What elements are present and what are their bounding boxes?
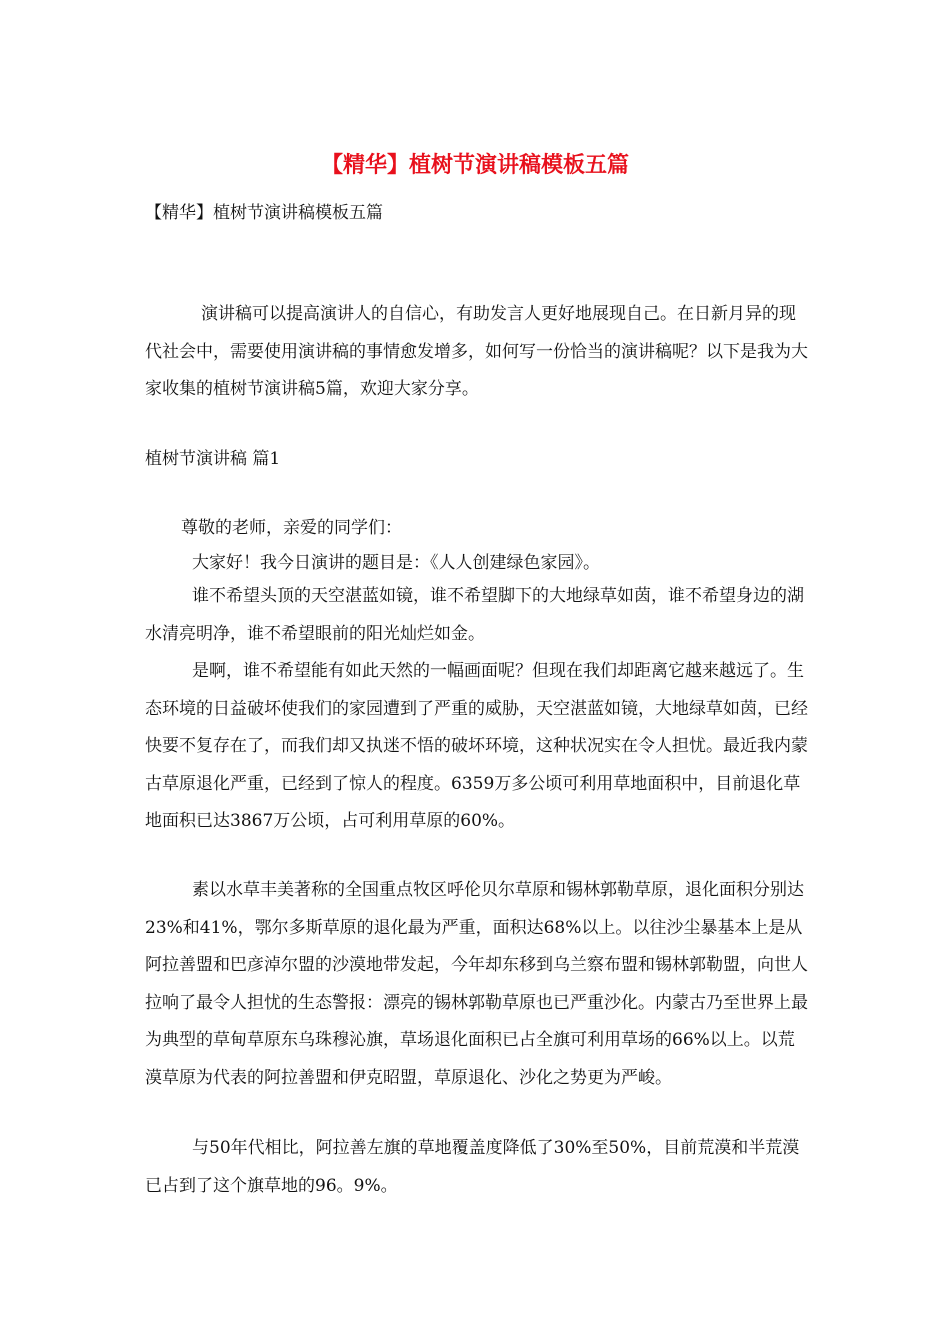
body-paragraph: 与50年代相比，阿拉善左旗的草地覆盖度降低了30%至50%，目前荒漠和半荒漠已占到了这个旗草地的96。9%。: [145, 1138, 800, 1196]
intro-paragraph: 演讲稿可以提高演讲人的自信心，有助发言人更好地展现自己。在日新月异的现代社会中，需要使用演讲稿的事情愈发增多，如何写一份恰当的演讲稿呢？以下是我为大家收集的植树节演讲稿5篇，欢迎大家分享。: [145, 304, 808, 399]
body-paragraph: 谁不希望头顶的天空湛蓝如镜，谁不希望脚下的大地绿草如茵，谁不希望身边的湖水清亮明净，谁不希望眼前的阳光灿烂如金。: [145, 586, 804, 644]
section-heading: 植树节演讲稿 篇1: [145, 449, 281, 469]
body-paragraph: 素以水草丰美著称的全国重点牧区呼伦贝尔草原和锡林郭勒草原，退化面积分别达23%和41%，鄂尔多斯草原的退化最为严重，面积达68%以上。以往沙尘暴基本上是从阿拉善盟和巴彦淖尔盟的沙漠地带发起，今年却东移到乌兰察布盟和锡林郭勒盟，向世人拉响了最令人担忧的生态警报：漂亮的锡林郭勒草原也已严重沙化。内蒙古乃至世界上最为典型的草甸草原东乌珠穆沁旗，草场退化面积已占全旗可利用草场的66%以上。以荒漠草原为代表的阿拉善盟和伊克昭盟，草原退化、沙化之势更为严峻。: [145, 880, 808, 1088]
document-subtitle: 【精华】植树节演讲稿模板五篇: [145, 203, 383, 223]
greeting: 大家好！我今日演讲的题目是：《人人创建绿色家园》。: [192, 553, 600, 573]
salutation: 尊敬的老师，亲爱的同学们：: [181, 518, 402, 538]
body-paragraph: 是啊，谁不希望能有如此天然的一幅画面呢？但现在我们却距离它越来越远了。生态环境的日益破坏使我们的家园遭到了严重的威胁，天空湛蓝如镜，大地绿草如茵，已经快要不复存在了，而我们却又执迷不悟的破坏环境，这种状况实在令人担忧。最近我内蒙古草原退化严重，已经到了惊人的程度。6359万多公顷可利用草地面积中，目前退化草地面积已达3867万公顷，占可利用草原的60%。: [145, 661, 808, 831]
document-title: 【精华】植树节演讲稿模板五篇: [320, 153, 629, 178]
